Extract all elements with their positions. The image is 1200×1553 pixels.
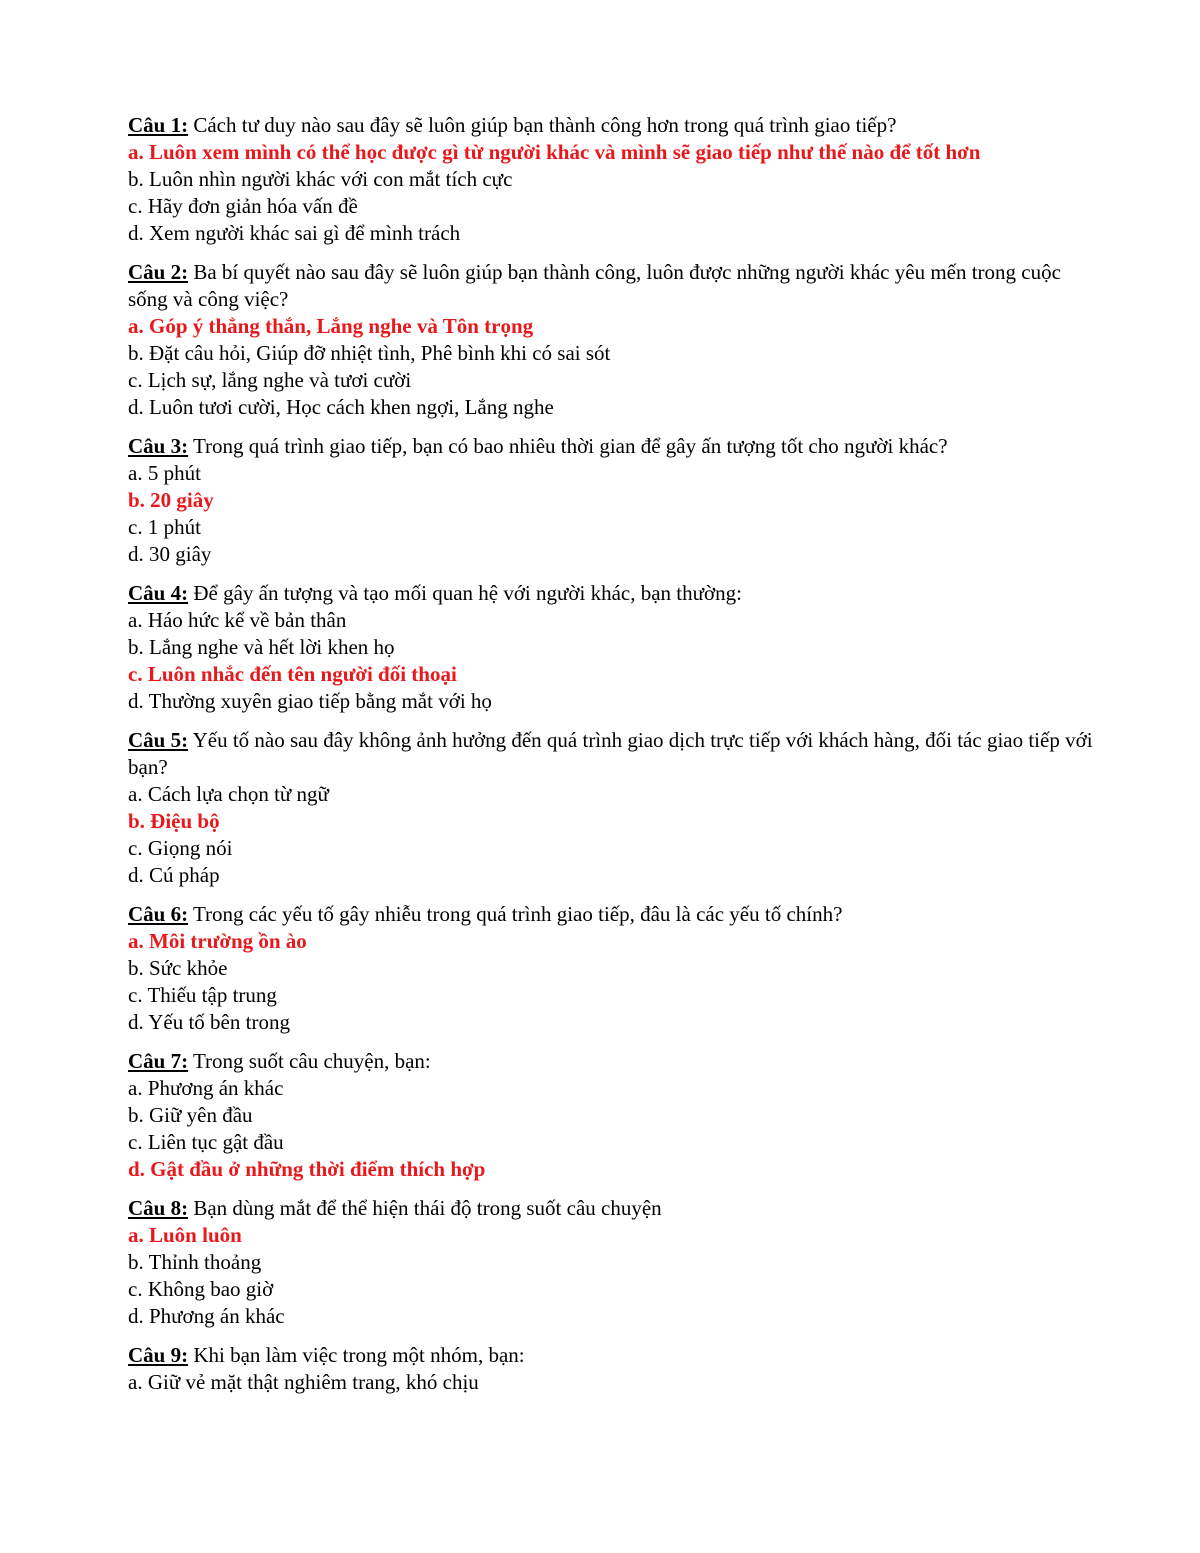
question-number: Câu 8: bbox=[128, 1196, 189, 1220]
option-b: b. Điệu bộ bbox=[128, 809, 220, 833]
option-d: d. 30 giây bbox=[128, 542, 212, 566]
document-page bbox=[128, 112, 1098, 1408]
question-text: Ba bí quyết nào sau đây sẽ luôn giúp bạn thành công, luôn được những người khác yêu mến trong cuộc sống và công việc? bbox=[128, 260, 1061, 311]
option-c: c. Liên tục gật đầu bbox=[128, 1130, 284, 1154]
question-text: Để gây ấn tượng và tạo mối quan hệ với người khác, bạn thường: bbox=[193, 581, 742, 605]
question-text: Cách tư duy nào sau đây sẽ luôn giúp bạn thành công hơn trong quá trình giao tiếp? bbox=[193, 113, 897, 137]
question-number: Câu 3: bbox=[128, 434, 189, 458]
question-6 bbox=[128, 901, 1098, 1036]
question-number: Câu 4: bbox=[128, 581, 189, 605]
question-3 bbox=[128, 433, 1098, 568]
question-number: Câu 9: bbox=[128, 1343, 189, 1367]
question-number: Câu 1: bbox=[128, 113, 189, 137]
option-d: d. Cú pháp bbox=[128, 863, 220, 887]
question-5 bbox=[128, 727, 1098, 889]
question-text: Bạn dùng mắt để thể hiện thái độ trong suốt câu chuyện bbox=[193, 1196, 662, 1220]
option-b: b. 20 giây bbox=[128, 488, 214, 512]
option-a: a. Góp ý thẳng thắn, Lắng nghe và Tôn trọng bbox=[128, 314, 534, 338]
option-c: c. Luôn nhắc đến tên người đối thoại bbox=[128, 662, 457, 686]
question-number: Câu 2: bbox=[128, 260, 189, 284]
option-a: a. Cách lựa chọn từ ngữ bbox=[128, 782, 329, 806]
option-d: d. Yếu tố bên trong bbox=[128, 1010, 290, 1034]
option-c: c. 1 phút bbox=[128, 515, 201, 539]
option-c: c. Hãy đơn giản hóa vấn đề bbox=[128, 194, 358, 218]
option-b: b. Lắng nghe và hết lời khen họ bbox=[128, 635, 395, 659]
option-a: a. 5 phút bbox=[128, 461, 201, 485]
option-c: c. Thiếu tập trung bbox=[128, 983, 277, 1007]
option-c: c. Giọng nói bbox=[128, 836, 233, 860]
option-d: d. Thường xuyên giao tiếp bằng mắt với họ bbox=[128, 689, 492, 713]
question-number: Câu 5: bbox=[128, 728, 189, 752]
option-d: d. Gật đầu ở những thời điểm thích hợp bbox=[128, 1157, 486, 1181]
question-7 bbox=[128, 1048, 1098, 1183]
question-text: Trong quá trình giao tiếp, bạn có bao nhiêu thời gian để gây ấn tượng tốt cho người khác? bbox=[192, 434, 948, 458]
option-c: c. Lịch sự, lắng nghe và tươi cười bbox=[128, 368, 412, 392]
option-b: b. Sức khỏe bbox=[128, 956, 228, 980]
option-a: a. Luôn xem mình có thể học được gì từ người khác và mình sẽ giao tiếp như thế nào để tốt hơn bbox=[128, 140, 981, 164]
option-a: a. Giữ vẻ mặt thật nghiêm trang, khó chịu bbox=[128, 1370, 479, 1394]
option-d: d. Xem người khác sai gì để mình trách bbox=[128, 221, 461, 245]
option-b: b. Luôn nhìn người khác với con mắt tích cực bbox=[128, 167, 513, 191]
option-a: a. Phương án khác bbox=[128, 1076, 284, 1100]
option-b: b. Giữ yên đầu bbox=[128, 1103, 253, 1127]
question-number: Câu 6: bbox=[128, 902, 189, 926]
option-c: c. Không bao giờ bbox=[128, 1277, 274, 1301]
question-text: Yếu tố nào sau đây không ảnh hưởng đến quá trình giao dịch trực tiếp với khách hàng, đối tác giao tiếp với bạn? bbox=[128, 728, 1093, 779]
question-9 bbox=[128, 1342, 1098, 1396]
question-8 bbox=[128, 1195, 1098, 1330]
option-b: b. Đặt câu hỏi, Giúp đỡ nhiệt tình, Phê bình khi có sai sót bbox=[128, 341, 611, 365]
option-a: a. Môi trường ồn ào bbox=[128, 929, 307, 953]
question-text: Trong suốt câu chuyện, bạn: bbox=[192, 1049, 431, 1073]
option-d: d. Luôn tươi cười, Học cách khen ngợi, Lắng nghe bbox=[128, 395, 554, 419]
option-a: a. Háo hức kể về bản thân bbox=[128, 608, 347, 632]
question-number: Câu 7: bbox=[128, 1049, 189, 1073]
question-1 bbox=[128, 112, 1098, 247]
option-b: b. Thỉnh thoảng bbox=[128, 1250, 262, 1274]
option-d: d. Phương án khác bbox=[128, 1304, 285, 1328]
option-a: a. Luôn luôn bbox=[128, 1223, 242, 1247]
question-2 bbox=[128, 259, 1098, 421]
question-text: Trong các yếu tố gây nhiễu trong quá trình giao tiếp, đâu là các yếu tố chính? bbox=[192, 902, 843, 926]
question-4 bbox=[128, 580, 1098, 715]
question-text: Khi bạn làm việc trong một nhóm, bạn: bbox=[193, 1343, 525, 1367]
